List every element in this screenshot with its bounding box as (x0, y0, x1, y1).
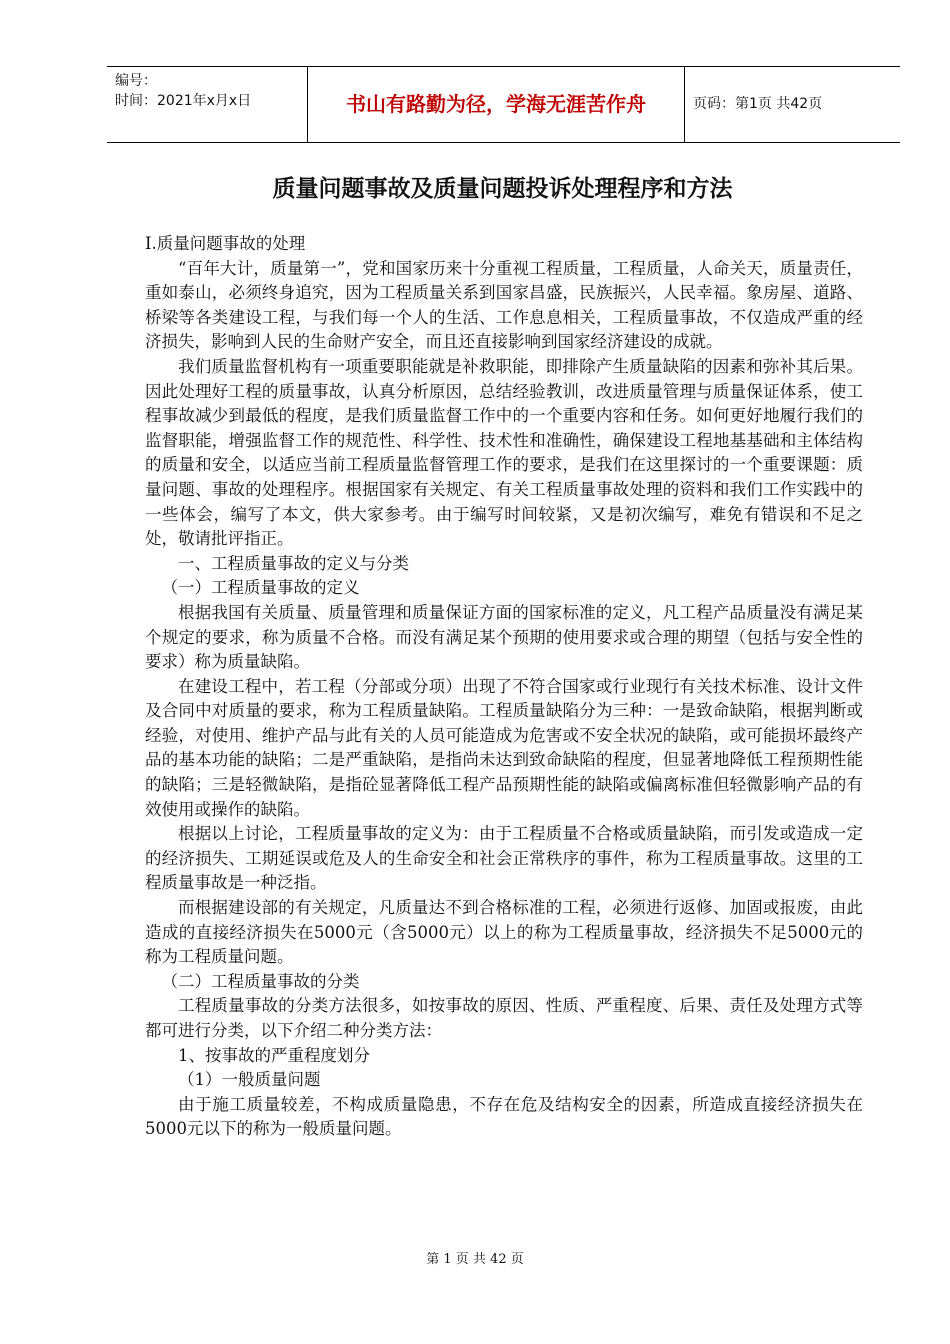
header-table (107, 66, 900, 143)
paragraph: “百年大计，质量第一”，党和国家历来十分重视工程质量，工程质量，人命关天，质量责任，重如泰山，必须终身追究，因为工程质量关系到国家昌盛，民族振兴，人民幸福。象房屋、道路、桥梁等各类建设工程，与我们每一个人的生活、工作息息相关，工程质量事故，不仅造成严重的经济损失，影响到人民的生命财产安全，而且还直接影响到国家经济建设的成就。 (145, 258, 863, 352)
paragraph: 而根据建设部的有关规定，凡质量达不到合格标准的工程，必须进行返修、加固或报废，由此造成的直接经济损失在5000元（含5000元）以上的称为工程质量事故，经济损失不足5000元的称为工程质量问题。 (145, 898, 863, 967)
header-meta-cell (107, 67, 308, 142)
document-title: 质量问题事故及质量问题投诉处理程序和方法 (272, 176, 733, 202)
page-info: 页码：第1页 共42页 (693, 96, 823, 112)
number-label: 编号： (115, 73, 157, 89)
heading: 一、工程质量事故的定义与分类 (178, 553, 409, 573)
heading: 1、按事故的严重程度划分 (178, 1045, 370, 1065)
paragraph: 工程质量事故的分类方法很多，如按事故的原因、性质、严重程度、后果、责任及处理方式等都可进行分类，以下介绍二种分类方法： (145, 996, 863, 1040)
document-body (145, 232, 863, 1142)
paragraph: 由于施工质量较差，不构成质量隐患，不存在危及结构安全的因素，所造成直接经济损失在5000元以下的称为一般质量问题。 (145, 1094, 863, 1139)
subheading: （二）工程质量事故的分类 (161, 971, 360, 991)
paragraph: 根据我国有关质量、质量管理和质量保证方面的国家标准的定义，凡工程产品质量没有满足某个规定的要求，称为质量不合格。而没有满足某个预期的使用要求或合理的期望（包括与安全性的要求）称为质量缺陷。 (145, 602, 863, 672)
paragraph: 我们质量监督机构有一项重要职能就是补救职能，即排除产生质量缺陷的因素和弥补其后果。因此处理好工程的质量事故，认真分析原因，总结经验教训，改进质量管理与质量保证体系，使工程事故减少到最低的程度，是我们质量监督工作中的一个重要内容和任务。如何更好地履行我们的监督职能，增强监督工作的规范性、科学性、技术性和准确性，确保建设工程地基基础和主体结构的质量和安全，以适应当前工程质量监督管理工作的要求，是我们在这里探讨的一个重要课题：质量问题、事故的处理程序。根据国家有关规定、有关工程质量事故处理的资料和我们工作实践中的一些体会，编写了本文，供大家参考。由于编写时间较紧，又是初次编写，难免有错误和不足之处，敬请批评指正。 (145, 356, 863, 549)
page-footer: 第 1 页 共 42 页 (426, 1252, 524, 1267)
motto: 书山有路勤为径，学海无涯苦作舟 (308, 67, 685, 142)
section-heading: Ⅰ.质量问题事故的处理 (145, 234, 306, 253)
subheading: （1）一般质量问题 (178, 1070, 321, 1090)
paragraph: 在建设工程中，若工程（分部或分项）出现了不符合国家或行业现行有关技术标准、设计文件及合同中对质量的要求，称为工程质量缺陷。工程质量缺陷分为三种：一是致命缺陷，根据判断或经验，对使用、维护产品与此有关的人员可能造成为危害或不安全状况的缺陷，或可能损坏最终产品的基本功能的缺陷；二是严重缺陷，是指尚未达到致命缺陷的程度，但显著地降低工程预期性能的缺陷；三是轻微缺陷，是指砼显著降低工程产品预期性能的缺陷或偏离标准但轻微影响产品的有效使用或操作的缺陷。 (145, 676, 863, 819)
paragraph: 根据以上讨论，工程质量事故的定义为：由于工程质量不合格或质量缺陷，而引发或造成一定的经济损失、工期延误或危及人的生命安全和社会正常秩序的事件，称为工程质量事故。这里的工程质量事故是一种泛指。 (145, 824, 863, 893)
time-label: 时间：2021年x月x日 (115, 93, 252, 109)
subheading: （一）工程质量事故的定义 (161, 578, 360, 598)
